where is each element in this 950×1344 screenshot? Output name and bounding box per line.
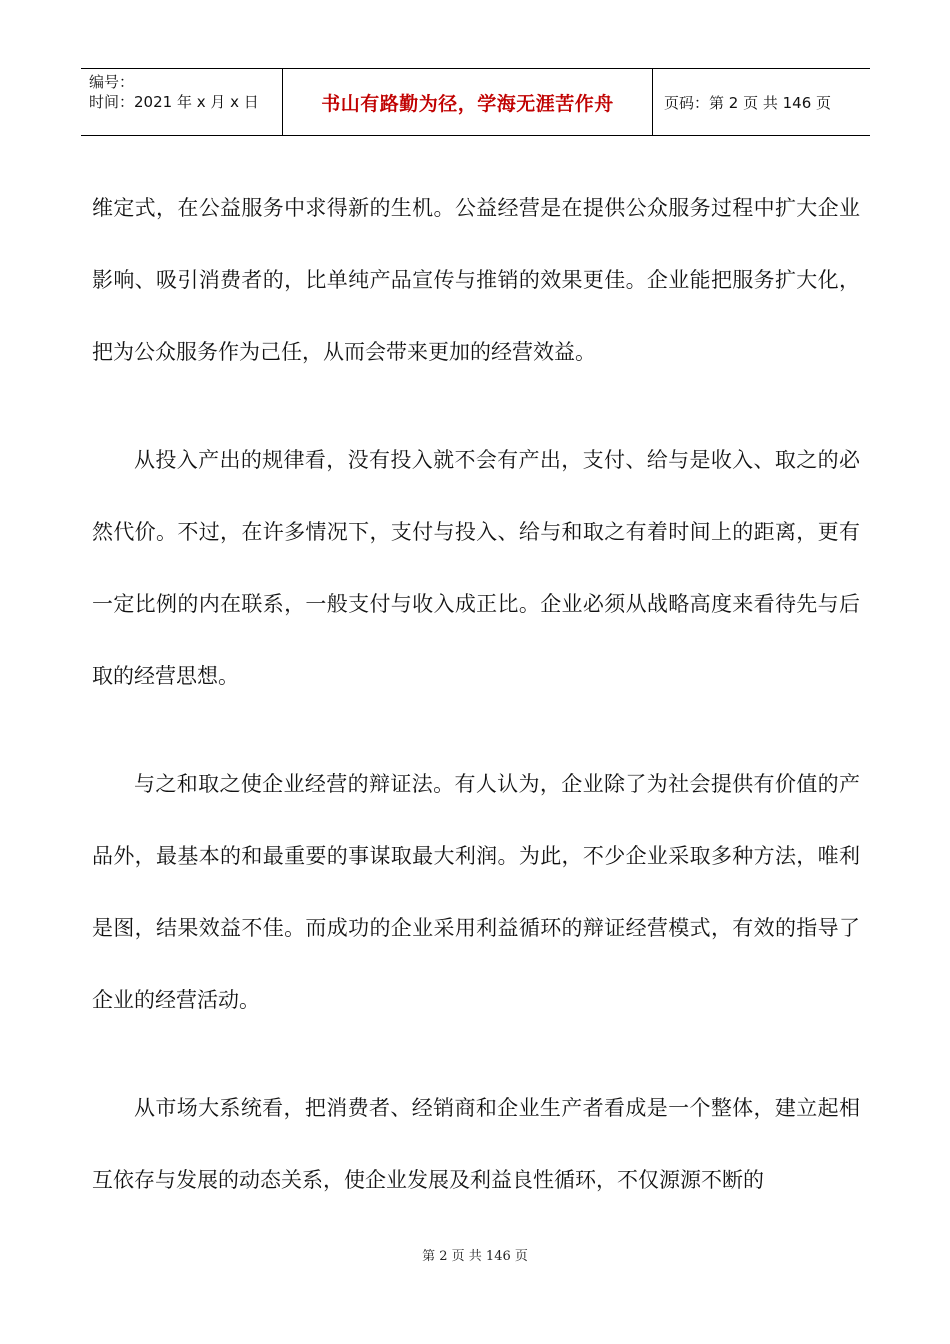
header-page-info: 页码：第 2 页 共 146 页 [664,93,832,112]
time-label: 时间：2021 年 x 月 x 日 [89,93,259,111]
paragraph-3: 与之和取之使企业经营的辩证法。有人认为，企业除了为社会提供有价值的产品外，最基本的和最重要的事谋取最大利润。为此，不少企业采取多种方法，唯利是图，结果效益不佳。而成功的企业采用利益循环的辩证经营模式，有效的指导了企业的经营活动。 [92,772,860,1012]
number-label: 编号： [89,73,135,91]
paragraph-4: 从市场大系统看，把消费者、经销商和企业生产者看成是一个整体，建立起相互依存与发展的动态关系，使企业发展及利益良性循环，不仅源源不断的 [92,1096,860,1192]
paragraph-2: 从投入产出的规律看，没有投入就不会有产出，支付、给与是收入、取之的必然代价。不过，在许多情况下，支付与投入、给与和取之有着时间上的距离，更有一定比例的内在联系，一般支付与收入成正比。企业必须从战略高度来看待先与后取的经营思想。 [92,448,860,688]
paragraph-1: 维定式，在公益服务中求得新的生机。公益经营是在提供公众服务过程中扩大企业影响、吸引消费者的，比单纯产品宣传与推销的效果更佳。企业能把服务扩大化，把为公众服务作为己任，从而会带来更加的经营效益。 [92,196,860,364]
page-footer: 第 2 页 共 146 页 [422,1249,528,1264]
header-meta [81,69,283,135]
document-header [81,68,870,136]
header-motto: 书山有路勤为径，学海无涯苦作舟 [283,69,653,135]
document-body [92,172,860,1252]
